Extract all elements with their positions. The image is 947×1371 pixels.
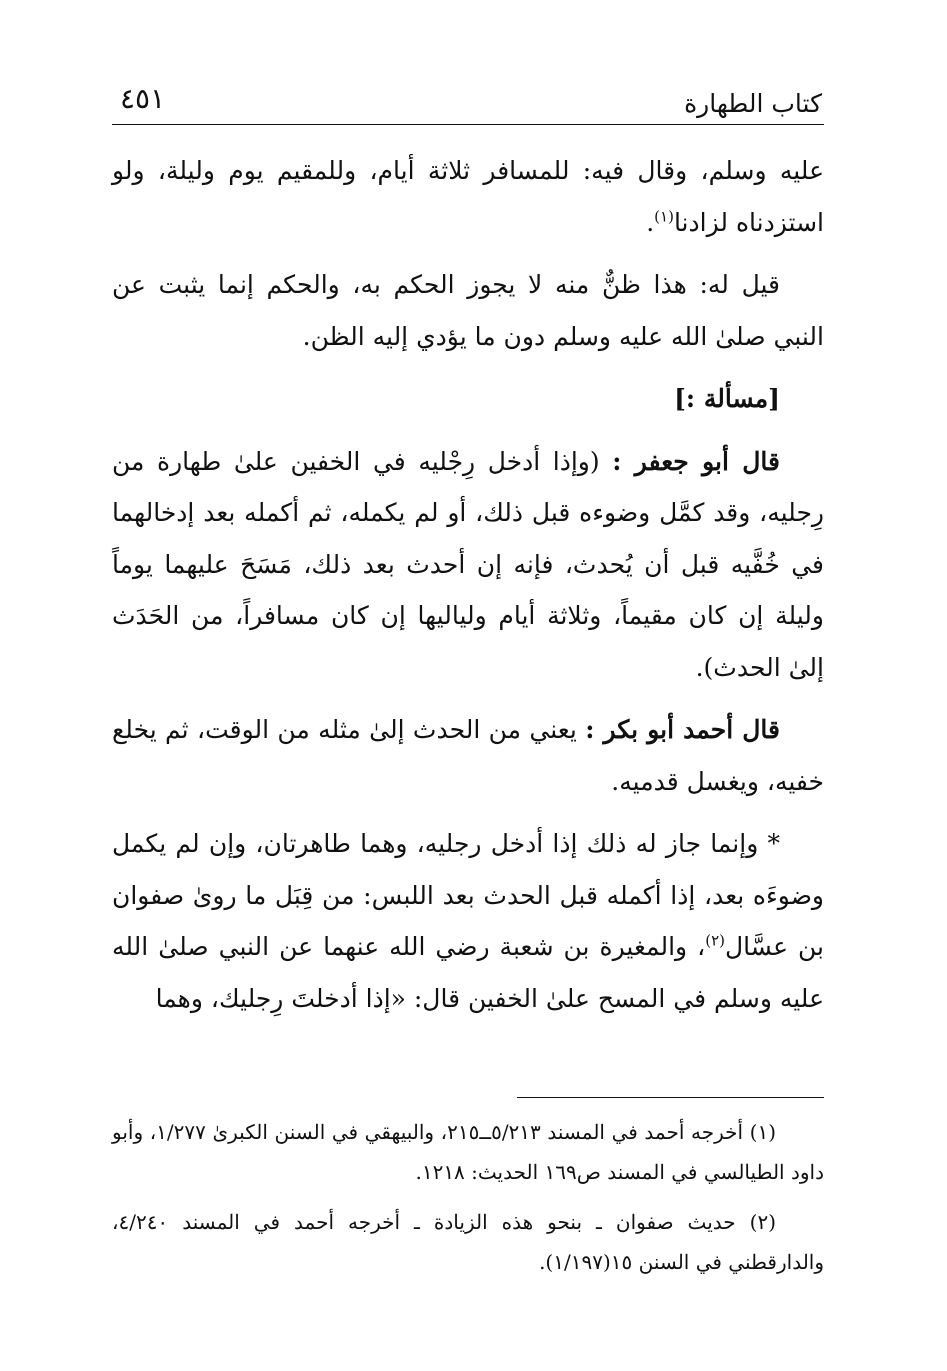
paragraph-1 [112, 145, 824, 248]
paragraph-5-text-a: * وإنما جاز له ذلك إذا أدخل رجليه، وهما طاهرتان، وإن لم يكمل وضوءَه بعد، إذا أكمله قبل الحدث بعد اللبس: من قِبَل ما روىٰ صفوان بن عسَّال [112, 829, 825, 961]
footnote-ref-1: (١) [654, 207, 674, 226]
running-title: كتاب الطهارة [684, 89, 822, 118]
book-page [112, 78, 824, 1292]
main-text [112, 145, 824, 1024]
paragraph-5 [112, 818, 824, 1024]
paragraph-5-text-b: ، والمغيرة بن شعبة رضي الله عنهما عن النبي صلىٰ الله عليه وسلم في المسح علىٰ الخفين قال: «إذا أدخلتَ رِجليك، وهما [112, 932, 824, 1013]
paragraph-1-text: عليه وسلم، وقال فيه: للمسافر ثلاثة أيام، وللمقيم يوم وليلة، ولو استزدناه لزادنا [112, 156, 824, 237]
paragraph-3 [112, 436, 824, 694]
page-header [112, 78, 824, 125]
footnote-divider [517, 1097, 824, 1098]
footnote-ref-2: (٢) [705, 931, 725, 950]
footnote-1: (١) أخرجه أحمد في المسند ٥/٢١٣ــ٢١٥، والبيهقي في السنن الكبرىٰ ١/٢٧٧، وأبو داود الطيالسي في المسند ص١٦٩ الحديث: ١٢١٨. [112, 1120, 824, 1184]
paragraph-2: قيل له: هذا ظنٌّ منه لا يجوز الحكم به، والحكم إنما يثبت عن النبي صلىٰ الله عليه وسلم دون ما يؤدي إليه الظن. [112, 270, 824, 351]
paragraph-4 [112, 704, 824, 807]
page-number: ٤٥١ [120, 82, 166, 115]
speaker-lead-1: قال أبو جعفر : [612, 446, 780, 476]
section-heading: [مسألة :] [674, 384, 780, 413]
speaker-lead-2: قال أحمد أبو بكر : [585, 715, 780, 744]
footnotes [112, 1112, 824, 1282]
paragraph-4-text: يعني من الحدث إلىٰ مثله من الوقت، ثم يخلع خفيه، ويغسل قدميه. [112, 715, 824, 796]
paragraph-1-end: . [646, 207, 655, 237]
paragraph-3-text: (وإذا أدخل رِجْليه في الخفين علىٰ طهارة من رِجليه، وقد كمَّل وضوءه قبل ذلك، أو لم يكمله، ثم أكمله بعد إدخالهما في خُفَّيه قبل أن يُحدث، فإنه إن أحدث بعد ذلك، مَسَحَ عليهما يوماً وليلة إن كان مقيماً، وثلاثة أيام ولياليها إن كان مسافراً، من الحَدَث إلىٰ الحدث). [112, 446, 824, 682]
footnote-2: (٢) حديث صفوان ـ بنحو هذه الزيادة ـ أخرجه أحمد في المسند ٤/٢٤٠، والدارقطني في السنن ١٥(١/١٩٧). [112, 1210, 824, 1274]
